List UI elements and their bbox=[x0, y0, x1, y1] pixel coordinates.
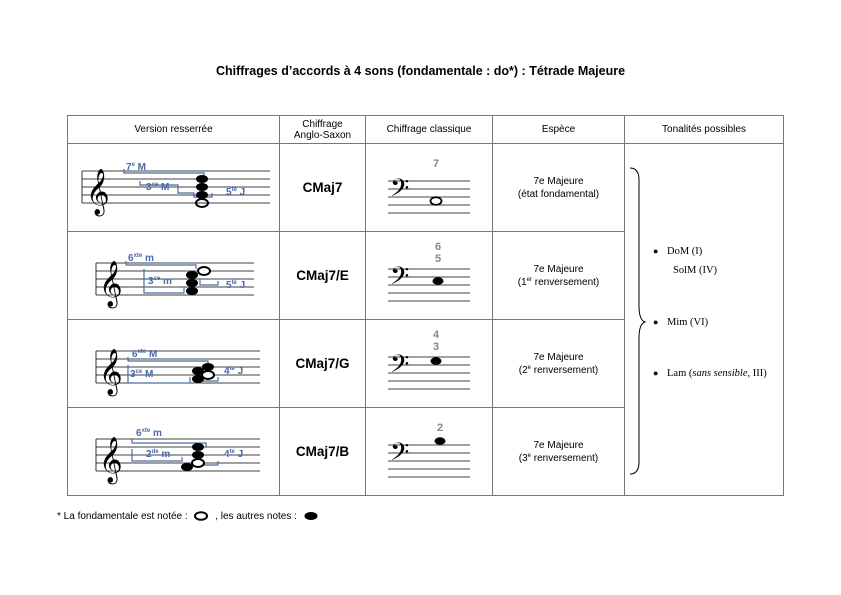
bass-staff-4 bbox=[384, 417, 474, 487]
interval-label-b: 2de m bbox=[145, 448, 170, 460]
chord-row-1 bbox=[68, 144, 784, 232]
tonalite-item-1b: SolM (IV) bbox=[673, 265, 718, 276]
classic-cell-1 bbox=[366, 144, 493, 232]
bass-clef-icon: 𝄢 bbox=[390, 437, 410, 473]
interval-label-a: $6^{xte}$ m bbox=[135, 427, 162, 439]
tonalites-list bbox=[653, 144, 783, 495]
root-note-open bbox=[202, 371, 214, 379]
espece-line1: 7e Majeure bbox=[533, 175, 584, 187]
header-row bbox=[68, 116, 784, 144]
header-anglo-line2: Anglo-Saxon bbox=[293, 129, 352, 141]
treble-staff-2 bbox=[74, 241, 274, 311]
tonalites-cell bbox=[625, 144, 784, 496]
espece-line1: 7e Majeure bbox=[533, 439, 584, 451]
espece-cell-1 bbox=[493, 144, 625, 232]
version-cell-3 bbox=[68, 320, 280, 408]
interval-label-b: $3^{ce}$ m bbox=[147, 275, 172, 287]
classic-figure-top: 4 bbox=[432, 328, 440, 341]
interval-label-a: $6^{xte}$ m bbox=[127, 252, 154, 264]
chord-table bbox=[67, 115, 784, 496]
espece-line1: 7e Majeure bbox=[533, 351, 584, 363]
anglo-cipher-4: CMaj7/B bbox=[280, 408, 366, 496]
bass-staff-1 bbox=[384, 153, 474, 223]
anglo-cipher-1: CMaj7 bbox=[280, 144, 366, 232]
root-note-open bbox=[431, 197, 442, 205]
classic-cell-4 bbox=[366, 408, 493, 496]
version-cell-1 bbox=[68, 144, 280, 232]
bass-clef-icon: 𝄢 bbox=[390, 261, 410, 297]
version-cell-4 bbox=[68, 408, 280, 496]
header-anglo-line1: Chiffrage bbox=[302, 118, 343, 130]
interval-label-c: $5^{te}$ J bbox=[225, 186, 245, 198]
header-tonalites: Tonalités possibles bbox=[625, 116, 784, 144]
header-classic: Chiffrage classique bbox=[366, 116, 493, 144]
espece-line2: (2e renversement) bbox=[518, 364, 599, 376]
chord-notes bbox=[192, 363, 214, 383]
treble-staff-1 bbox=[74, 153, 274, 223]
treble-staff-4 bbox=[74, 417, 274, 487]
interval-label-b: $3^{ce}$ M bbox=[145, 181, 169, 193]
espece-cell-4 bbox=[493, 408, 625, 496]
classic-cell-3 bbox=[366, 320, 493, 408]
classic-figure-bottom: 5 bbox=[434, 252, 442, 265]
tonalite-item-2: ● Mim (VI) bbox=[653, 317, 709, 328]
treble-staff-3 bbox=[74, 329, 274, 399]
curly-brace-icon bbox=[627, 166, 647, 476]
espece-line2: (3e renversement) bbox=[518, 452, 599, 464]
bass-clef-icon: 𝄢 bbox=[390, 173, 410, 209]
classic-figure-top: 6 bbox=[434, 240, 442, 253]
bass-staff-2 bbox=[384, 241, 474, 311]
tonalite-item-3: ● Lam (sans sensible, III) bbox=[653, 368, 767, 379]
bass-clef-icon: 𝄢 bbox=[390, 349, 410, 385]
footnote bbox=[57, 511, 322, 522]
anglo-cipher-2: CMaj7/E bbox=[280, 232, 366, 320]
espece-line2: (état fondamental) bbox=[517, 188, 600, 200]
espece-line2: (1er renversement) bbox=[517, 276, 600, 288]
filled-note-icon bbox=[303, 511, 319, 521]
root-note-open bbox=[192, 459, 204, 467]
classic-cell-2 bbox=[366, 232, 493, 320]
espece-line1: 7e Majeure bbox=[533, 263, 584, 275]
interval-label-a: 7e M bbox=[125, 161, 146, 173]
classic-figure-bottom: 3 bbox=[432, 340, 440, 353]
header-version: Version resserrée bbox=[68, 116, 280, 144]
espece-cell-3 bbox=[493, 320, 625, 408]
interval-label-c: $4^{te}$ J bbox=[223, 448, 243, 460]
interval-label-c: $4^{te}$ J bbox=[223, 365, 243, 377]
bass-note bbox=[433, 277, 444, 285]
header-anglo bbox=[280, 116, 366, 144]
version-cell-2 bbox=[68, 232, 280, 320]
footnote-part2: , les autres notes : bbox=[215, 511, 297, 522]
classic-figure-top: 2 bbox=[436, 421, 444, 434]
interval-brackets bbox=[132, 439, 218, 465]
anglo-cipher-3: CMaj7/G bbox=[280, 320, 366, 408]
bass-note bbox=[435, 437, 446, 445]
chord-notes bbox=[194, 175, 210, 207]
open-note-icon bbox=[193, 511, 209, 521]
interval-label-a: $6^{xte}$ M bbox=[131, 348, 157, 360]
header-espece: Espèce bbox=[493, 116, 625, 144]
treble-clef-icon: 𝄞 bbox=[98, 348, 123, 395]
page-title: Chiffrages d’accords à 4 sons (fondamentale : do*) : Tétrade Majeure bbox=[215, 64, 626, 78]
classic-figure-top: 7 bbox=[432, 157, 440, 170]
interval-label-c: $5^{te}$ J bbox=[225, 279, 245, 291]
espece-cell-2 bbox=[493, 232, 625, 320]
interval-brackets bbox=[126, 261, 218, 293]
bass-note bbox=[431, 357, 442, 365]
root-note-open bbox=[198, 267, 210, 275]
treble-clef-icon: 𝄞 bbox=[98, 436, 123, 483]
interval-label-b: $3^{ce}$ M bbox=[129, 368, 153, 380]
treble-clef-icon: 𝄞 bbox=[98, 260, 123, 307]
footnote-part1: * La fondamentale est notée : bbox=[57, 511, 188, 522]
tonalite-item-1: ● DoM (I) bbox=[653, 246, 703, 257]
bass-staff-3 bbox=[384, 329, 474, 399]
treble-clef-icon: 𝄞 bbox=[85, 168, 110, 215]
